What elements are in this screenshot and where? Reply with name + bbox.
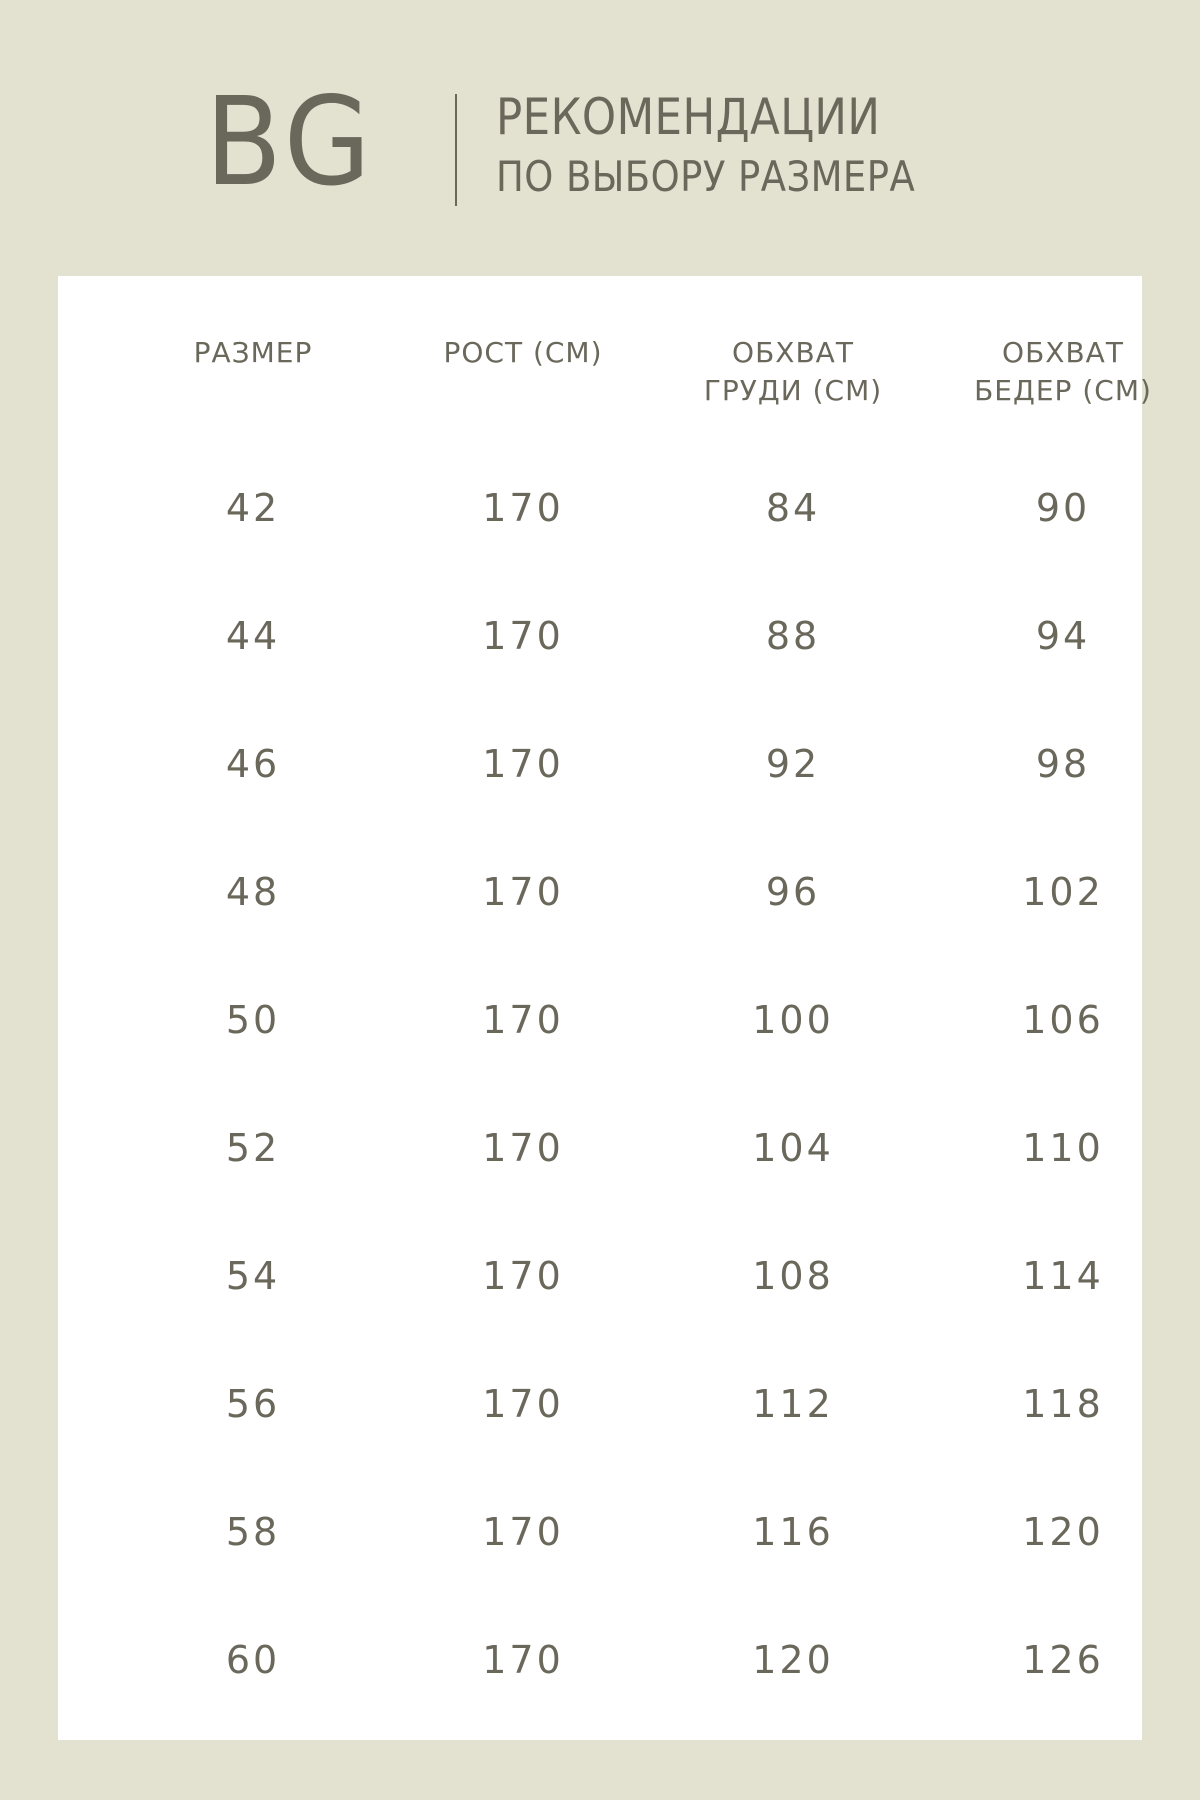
table-cell: 108: [752, 1254, 834, 1298]
table-cell: 56: [225, 1382, 281, 1426]
table-cell: 170: [482, 1254, 564, 1298]
table-cell: 54: [225, 1254, 281, 1298]
table-cell: 170: [482, 870, 564, 914]
table-cell: 100: [752, 998, 834, 1042]
table-cell: 118: [1022, 1382, 1104, 1426]
table-cell: 44: [225, 614, 281, 658]
column-header-size: РАЗМЕР: [193, 336, 313, 369]
column-header-chest: ОБХВАТ ГРУДИ (СМ): [703, 336, 883, 407]
page-header: [0, 0, 1200, 276]
table-cell: 170: [482, 1510, 564, 1554]
table-cell: 120: [1022, 1510, 1104, 1554]
page-title: [496, 86, 972, 206]
header-divider: [455, 94, 457, 206]
table-cell: 58: [225, 1510, 281, 1554]
table-cell: 170: [482, 614, 564, 658]
table-cell: 170: [482, 1638, 564, 1682]
table-cell: 116: [752, 1510, 834, 1554]
table-cell: 90: [1035, 486, 1091, 530]
size-table: [58, 276, 1152, 1740]
table-cell: 94: [1035, 614, 1091, 658]
table-cell: 170: [482, 486, 564, 530]
table-cell: 170: [482, 998, 564, 1042]
table-cell: 106: [1022, 998, 1104, 1042]
table-cell: 112: [752, 1382, 834, 1426]
table-cell: 170: [482, 1126, 564, 1170]
table-cell: 84: [765, 486, 821, 530]
table-cell: 114: [1022, 1254, 1104, 1298]
table-cell: 50: [225, 998, 281, 1042]
table-cell: 170: [482, 1382, 564, 1426]
brand-logo: BG: [205, 71, 375, 213]
table-cell: 110: [1022, 1126, 1104, 1170]
table-cell: 60: [225, 1638, 281, 1682]
table-cell: 92: [765, 742, 821, 786]
table-cell: 126: [1022, 1638, 1104, 1682]
table-cell: 102: [1022, 870, 1104, 914]
table-cell: 42: [225, 486, 281, 530]
table-cell: 98: [1035, 742, 1091, 786]
table-cell: 120: [752, 1638, 834, 1682]
table-cell: 96: [765, 870, 821, 914]
table-cell: 46: [225, 742, 281, 786]
title-line-1: РЕКОМЕНДАЦИИ: [496, 88, 881, 146]
column-header-height: РОСТ (СМ): [443, 336, 603, 369]
table-cell: 88: [765, 614, 821, 658]
title-line-2: ПО ВЫБОРУ РАЗМЕРА: [496, 152, 916, 201]
table-cell: 104: [752, 1126, 834, 1170]
table-cell: 52: [225, 1126, 281, 1170]
table-cell: 48: [225, 870, 281, 914]
column-header-hips: ОБХВАТ БЕДЕР (СМ): [974, 336, 1152, 407]
size-table-card: [58, 276, 1152, 1740]
table-cell: 170: [482, 742, 564, 786]
